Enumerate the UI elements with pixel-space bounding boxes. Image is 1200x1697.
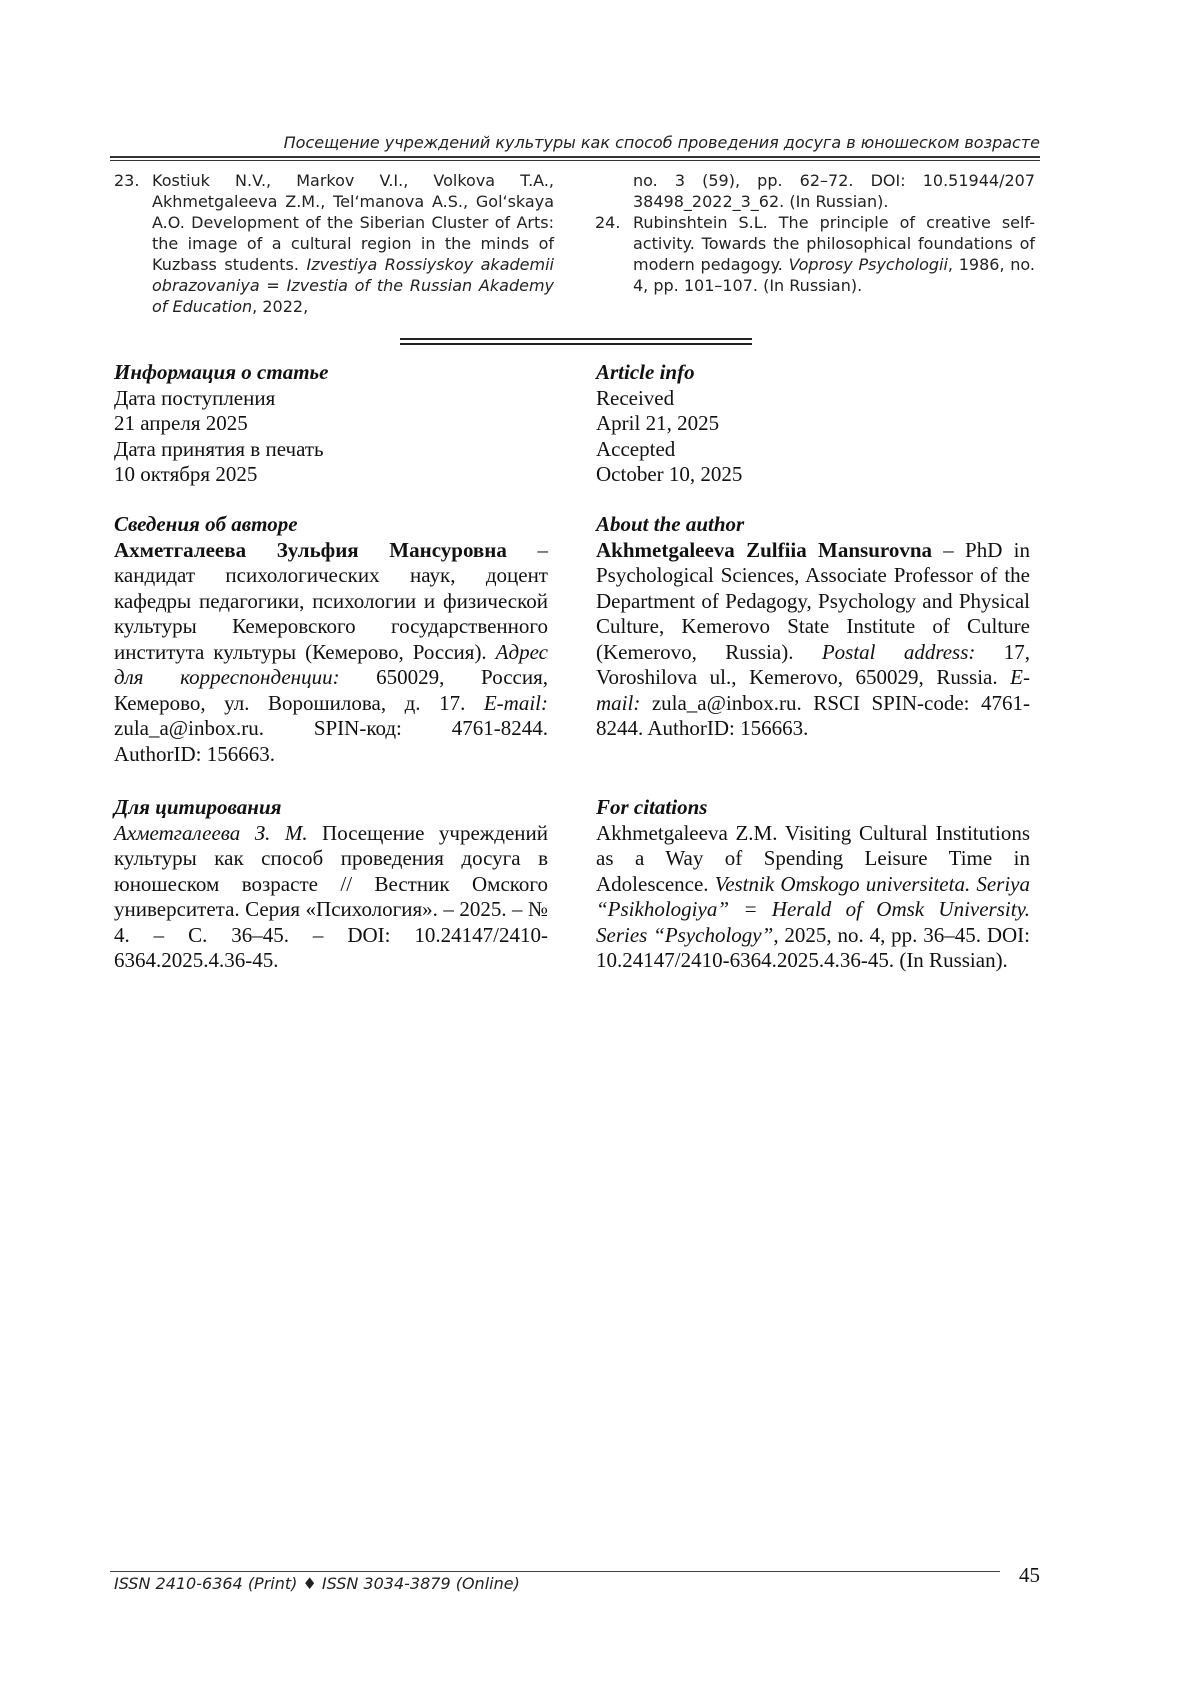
author-section-title: Сведения об авторе bbox=[114, 512, 298, 536]
author-info-en bbox=[596, 512, 1030, 742]
email-label: E-mail: bbox=[483, 690, 548, 715]
reference-authors-title: Kostiuk N.V., Markov V.I., Volkova T.A., Akhmetgaleeva Z.M., Tel‘manova A.S., Gol‘skaya A.O. Development of the Siberian Cluster of Arts: the image of a cultural region in the minds of Kuzbass students. bbox=[152, 171, 554, 274]
received-date: April 21, 2025 bbox=[596, 411, 720, 435]
author-address: 650029, Россия, Кемерово, ул. Ворошилова, д. 17. bbox=[114, 665, 549, 715]
footer-rule bbox=[110, 1571, 1000, 1572]
accepted-label: Accepted bbox=[596, 436, 676, 461]
section-separator bbox=[400, 338, 752, 340]
article-info-title: Информация о статье bbox=[114, 360, 329, 384]
author-name: Ахметгалеева Зульфия Мансуровна bbox=[114, 537, 507, 562]
author-description: – кандидат психологических наук, доцент кафедры педагогики, психологии и физической культуры Кемеровского государственного института культуры (Кемерово, Россия). bbox=[114, 537, 549, 664]
citation-ru bbox=[114, 795, 548, 974]
citation-title: For citations bbox=[596, 795, 708, 819]
address-label: Адрес для корреспонденции: bbox=[114, 639, 548, 689]
running-header: Посещение учреждений культуры как способ проведения досуга в юношеском возрасте bbox=[283, 133, 1040, 152]
article-info-ru bbox=[114, 360, 548, 488]
author-info-ru bbox=[114, 512, 548, 767]
reference-23-continuation: no. 3 (59), pp. 62–72. DOI: 10.51944/207 38498_2022_3_62. (In Russian). bbox=[633, 171, 1035, 211]
received-date: 21 апреля 2025 bbox=[114, 411, 248, 435]
author-section-title: About the author bbox=[596, 512, 745, 536]
citation-en bbox=[596, 795, 1030, 974]
references-right-column bbox=[595, 170, 1035, 296]
received-label: Received bbox=[596, 385, 675, 410]
footer-issn: ISSN 2410-6364 (Print) ♦ ISSN 3034-3879 (Online) bbox=[114, 1574, 520, 1593]
header-rule bbox=[110, 156, 1040, 158]
author-paragraph bbox=[114, 538, 548, 768]
citation-body: Посещение учреждений культуры как способ проведения досуга в юношеском возрасте // Вестник Омского университета. Серия «Психология». – 2025. – № 4. – С. 36–45. – DOI: 10.24147/2410-6364.2025.4.36-45. bbox=[114, 820, 548, 972]
article-info-en bbox=[596, 360, 1030, 488]
reference-authors-title: Rubinshtein S.L. The principle of creative self-activity. Towards the philosophical foundations of modern pedagogy. bbox=[633, 213, 1035, 274]
email-label: E-mail: bbox=[596, 665, 1030, 715]
accepted-date: 10 октября 2025 bbox=[114, 462, 258, 486]
author-paragraph bbox=[596, 538, 1030, 742]
citation-body: Akhmetgaleeva Z.M. Visiting Cultural Institutions as a Way of Spending Leisure Time in Adolescence. bbox=[596, 820, 1030, 896]
header-rule-thin bbox=[110, 160, 1040, 161]
address-label: Postal address: bbox=[821, 639, 976, 664]
citation-author: Ахметгалеева З. М. bbox=[114, 820, 308, 845]
accepted-date: October 10, 2025 bbox=[596, 462, 743, 486]
reference-text bbox=[633, 212, 1035, 296]
reference-journal: Izvestiya Rossiyskoy akademii obrazovaniya = Izvestia of the Russian Akademy of Education bbox=[152, 255, 554, 316]
citation-tail: , 2025, no. 4, pp. 36–45. DOI: 10.24147/2410-6364.2025.4.36-45. (In Russian). bbox=[596, 922, 1030, 972]
author-email-ids: zula_a@inbox.ru. RSCI SPIN-code: 4761-8244. AuthorID: 156663. bbox=[596, 690, 1030, 740]
reference-number: 24. bbox=[595, 213, 621, 232]
article-info-title: Article info bbox=[596, 360, 695, 384]
reference-24 bbox=[595, 212, 1035, 296]
references-left-column bbox=[114, 170, 554, 317]
reference-23 bbox=[114, 170, 554, 317]
reference-text bbox=[152, 170, 554, 317]
accepted-label: Дата принятия в печать bbox=[114, 436, 324, 461]
author-name: Akhmetgaleeva Zulfiia Mansurovna bbox=[596, 537, 932, 562]
reference-journal: Voprosy Psychologii bbox=[788, 255, 948, 274]
reference-number: 23. bbox=[114, 171, 140, 190]
page-number: 45 bbox=[1019, 1563, 1040, 1587]
author-description: – PhD in Psychological Sciences, Associate Professor of the Department of Pedagogy, Psychology and Physical Culture, Kemerovo State Institute of Culture (Kemerovo, Russia). bbox=[596, 537, 1030, 664]
citation-journal: Vestnik Omskogo universiteta. Seriya “Psikhologiya” = Herald of Omsk University. Series “Psychology” bbox=[596, 871, 1030, 947]
citation-text bbox=[114, 821, 548, 974]
author-email-ids: zula_a@inbox.ru. SPIN-код: 4761-8244. AuthorID: 156663. bbox=[114, 716, 548, 766]
citation-title: Для цитирования bbox=[114, 795, 282, 819]
author-address: 17, Voroshilova ul., Kemerovo, 650029, Russia. bbox=[596, 639, 1030, 689]
section-separator-second bbox=[400, 343, 752, 345]
citation-text bbox=[596, 821, 1030, 974]
received-label: Дата поступления bbox=[114, 385, 276, 410]
reference-tail: , 1986, no. 4, pp. 101–107. (In Russian). bbox=[633, 255, 1035, 295]
reference-tail: , 2022, bbox=[252, 297, 309, 316]
